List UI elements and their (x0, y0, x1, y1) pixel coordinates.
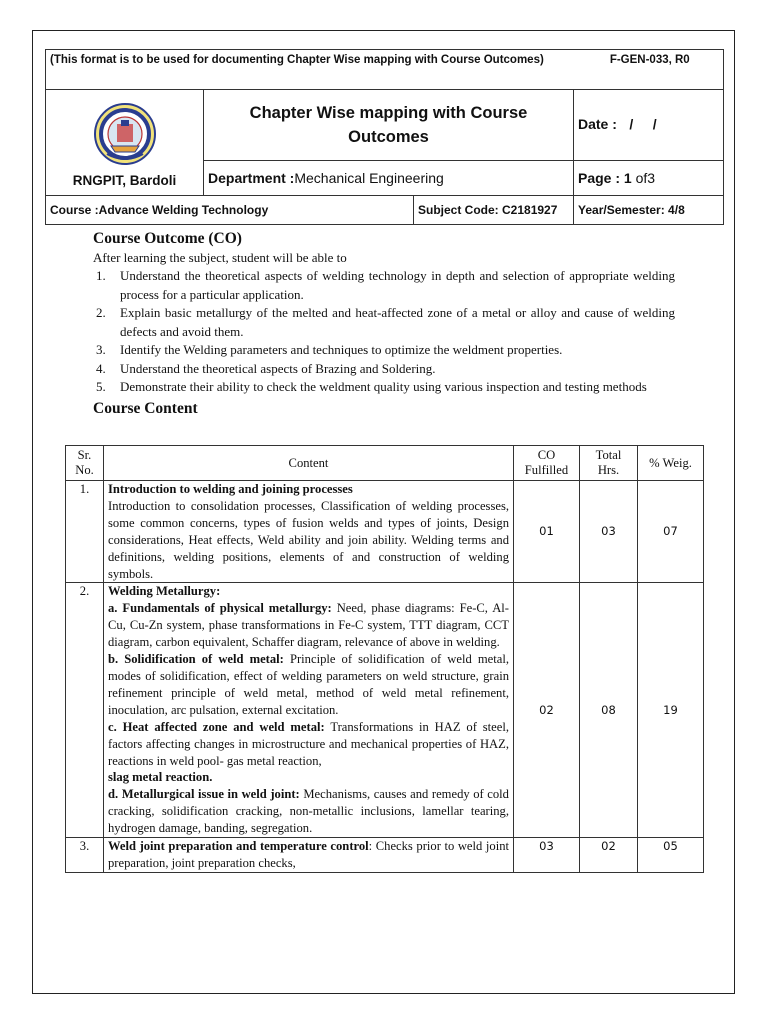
date-value: / / (629, 116, 657, 132)
date-label: Date : (578, 116, 617, 132)
subject-code-cell: Subject Code: C2181927 (414, 196, 574, 225)
document-page (32, 30, 735, 994)
column-header-content: Content (104, 446, 514, 481)
row-hrs: 08 (580, 583, 638, 838)
subtopic-c-extra: slag metal reaction. (108, 770, 213, 785)
department-cell (204, 161, 574, 196)
row-content (104, 583, 514, 838)
date-cell (574, 90, 724, 161)
page-current: 1 (623, 170, 632, 186)
list-item (93, 341, 675, 360)
list-item (93, 378, 675, 397)
subtopic-d-text: Mechanisms, causes and remedy of cold cracking, solidification cracking, non-metallic inclusions, lamellar tearing, hydrogen damage, banding, segregation. (108, 787, 509, 836)
format-note-text: (This format is to be used for documenting Chapter Wise mapping with Course Outcomes) (50, 54, 544, 66)
subtopic-c-title: c. Heat affected zone and weld metal: (108, 719, 325, 734)
page-total: 3 (647, 170, 656, 186)
format-note (46, 50, 724, 90)
list-item-text: Identify the Welding parameters and techniques to optimize the weldment properties. (120, 342, 563, 357)
row-title: Welding Metallurgy: (108, 584, 221, 599)
course-content-table (65, 445, 704, 873)
row-sr: 1. (66, 481, 104, 583)
row-sr: 3. (66, 838, 104, 873)
row-sr: 2. (66, 583, 104, 838)
department-value: Mechanical Engineering (294, 170, 444, 186)
list-item (93, 360, 675, 379)
list-item-number: 3. (96, 342, 106, 357)
page-label: Page : (578, 170, 621, 186)
subtopic-d-title: d. Metallurgical issue in weld joint: (108, 787, 300, 802)
list-item-text: Explain basic metallurgy of the melted and heat-affected zone of a metal or alloy and cause of welding defects and avoid them. (120, 305, 675, 339)
course-content-heading: Course Content (93, 399, 198, 417)
row-title: Introduction to welding and joining processes (108, 482, 353, 496)
institute-cell (46, 90, 204, 196)
list-item-number: 4. (96, 360, 106, 376)
row-weig: 05 (638, 838, 704, 873)
course-outcome-list (93, 267, 675, 397)
format-code: F-GEN-033, R0 (609, 54, 690, 66)
column-header-hrs: Total Hrs. (580, 446, 638, 481)
subtopic-b-title: b. Solidification of weld metal: (108, 652, 284, 667)
course-outcome-intro: After learning the subject, student will be able to (93, 250, 347, 265)
row-hrs: 02 (580, 838, 638, 873)
subtopic-a-text: Need, phase diagrams: Fe-C, Al-Cu, Cu-Zn system, phase transformations in Fe-C system, TTT diagram, CCT diagram, carbon equivalent, Schaffer diagram, relevance of above in welding. (108, 601, 509, 650)
row-co: 02 (514, 583, 580, 838)
table-row (66, 481, 704, 583)
list-item-text: Understand the theoretical aspects of welding technology in depth and selection of appropriate welding process for a particular application. (120, 268, 675, 302)
row-co: 03 (514, 838, 580, 873)
list-item-number: 1. (96, 268, 106, 283)
page-cell (574, 161, 724, 196)
list-item-number: 5. (96, 379, 106, 394)
subtopic-c-text: Transformations in HAZ of steel, factors affecting changes in microstructure and mechanical properties of HAZ, reactions in weld pool- gas metal reaction, (108, 719, 509, 768)
list-item-text: Demonstrate their ability to check the weldment quality using various inspection and testing methods (120, 379, 647, 394)
institute-name: RNGPIT, Bardoli (72, 172, 177, 188)
institute-logo (93, 102, 157, 166)
row-weig: 07 (638, 481, 704, 583)
column-header-co: CO Fulfilled (514, 446, 580, 481)
row-content (104, 481, 514, 583)
course-cell: Course :Advance Welding Technology (46, 196, 414, 225)
page-of: of (635, 170, 648, 186)
list-item (93, 267, 675, 304)
list-item (93, 304, 675, 341)
row-hrs: 03 (580, 481, 638, 583)
table-row (66, 583, 704, 838)
year-semester-cell: Year/Semester: 4/8 (574, 196, 724, 225)
row-text: : Checks prior to weld joint preparation, joint preparation checks, (108, 839, 509, 870)
course-outcome-section (93, 229, 675, 419)
list-item-number: 2. (96, 305, 106, 320)
table-row (66, 838, 704, 873)
header-table (45, 49, 724, 225)
subtopic-a-title: a. Fundamentals of physical metallurgy: (108, 601, 332, 616)
row-title: Weld joint preparation and temperature control (108, 839, 369, 854)
row-text: Introduction to consolidation processes, Classification of welding processes, some common concerns, types of fusion welds and types of joints, Design considerations, Heat effects, Weld ability and join ability. Welding terms and definitions, welding positions, elements of and construction of welding symbols. (108, 498, 509, 581)
course-outcome-heading: Course Outcome (CO) (93, 230, 242, 247)
subtopic-b-text: Principle of solidification of weld metal, modes of solidification, effect of welding parameters on weld structure, grain refinement principle of weld metal, method of weld metal refinement, inoculation, arc pulsation, external excitation. (108, 652, 509, 717)
row-co: 01 (514, 481, 580, 583)
department-label: Department : (208, 170, 295, 186)
column-header-sr: Sr. No. (66, 446, 104, 481)
row-weig: 19 (638, 583, 704, 838)
document-title: Chapter Wise mapping with Course Outcomes (204, 90, 574, 161)
row-content (104, 838, 514, 873)
column-header-weig: % Weig. (638, 446, 704, 481)
list-item-text: Understand the theoretical aspects of Brazing and Soldering. (120, 360, 436, 376)
